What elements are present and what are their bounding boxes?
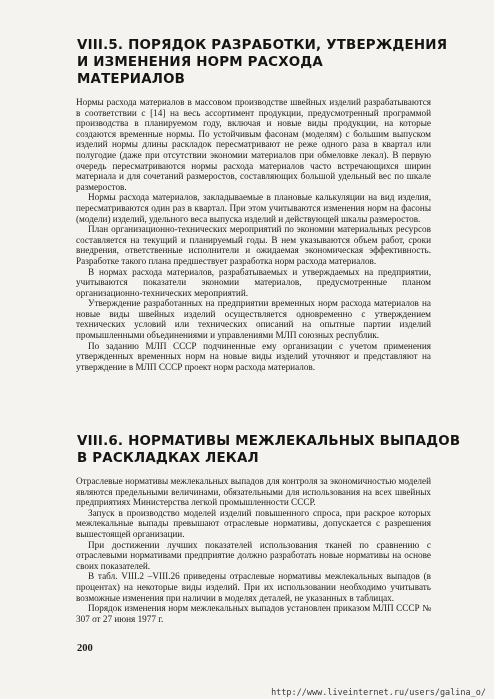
section-body-viii-6 — [76, 476, 431, 624]
paragraph: В нормах расхода материалов, разрабатываемых и утверждаемых на предприятии, учитываются показатели экономии материалов, предусмотренные планом организационно-технических мероприятий. — [76, 266, 431, 298]
paragraph: При достижении лучших показателей использования тканей по сравнению с отраслевыми нормативами предприятие должно разработать новые нормативы на основе своих показателей. — [76, 539, 431, 571]
paragraph: В табл. VIII.2 –VIII.26 приведены отраслевые нормативы межлекальных выпадов (в процентах) на некоторые виды изделий. При их использовании необходимо учитывать возможные изменения при наличии в моделях деталей, не указанных в таблицах. — [76, 571, 431, 603]
heading-line: VIII.5. ПОРЯДОК РАЗРАБОТКИ, УТВЕРЖДЕНИЯ — [77, 38, 448, 53]
paragraph: Утверждение разработанных на предприятии временных норм расхода материалов на новые виды швейных изделий осуществляется одновременно с утверждением технических условий или технических описаний на опытные партии изделий промышленными объединениями и управлениями МЛП союзных республик. — [76, 298, 431, 341]
paragraph: План организационно-технических мероприятий по экономии материальных ресурсов составляется на текущий и планируемый годы. В нем указываются объем работ, сроки внедрения, ответственные исполнители и ожидаемая экономическая эффективность. Разработке такого плана предшествует разработка норм расхода материалов. — [76, 224, 431, 266]
paragraph: Отраслевые нормативы межлекальных выпадов для контроля за экономичностью моделей являются предельными величинами, обязательными для использования на всех швейных предприятиях Министерства легкой промышленности СССР. — [76, 476, 431, 508]
heading-line: VIII.6. НОРМАТИВЫ МЕЖЛЕКАЛЬНЫХ ВЫПАДОВ — [77, 434, 461, 449]
paragraph: По заданию МЛП СССР подчиненные ему организации с учетом применения утвержденных временных норм на новые виды изделий уточняют и представляют на утверждение в МЛП СССР проект норм расхода материалов. — [76, 340, 431, 372]
paragraph: Нормы расхода материалов в массовом производстве швейных изделий разрабатываются в соответствии с [14] на весь ассортимент продукции, предусмотренный программой производства в планируемом году, включая и новые виды продукции, на которые создаются временные нормы. По устойчивым фасонам (моделям) с большим выпуском изделий нормы длины раскладок пересматривают не реже одного раза в квартал или полугодие (даже при отсутствии экономии материалов при обмеловке лекал). В первую очередь пересматриваются нормы расхода материалов часто встречающихся ширин материала и для сочетаний размеростов, составляющих большой удельный вес по шкале размеростов. — [76, 97, 431, 192]
section-body-viii-5 — [76, 97, 431, 372]
paragraph: Нормы расхода материалов, закладываемые в плановые калькуляции на вид изделия, пересматриваются один раз в квартал. При этом учитываются изменения норм на фасоны (модели) изделий, удельного веса выпуска изделий и действующей шкалы размеростов. — [76, 192, 431, 224]
section-heading-viii-5 — [77, 37, 447, 88]
section-heading-viii-6 — [77, 433, 460, 467]
paragraph: Запуск в производство моделей изделий повышенного спроса, при раскрое которых межлекальные выпады превышают отраслевые нормативы, допускается с разрешения вышестоящей организации. — [76, 507, 431, 539]
watermark-url: http://www.liveinternet.ru/users/galina_o/ — [271, 688, 486, 698]
heading-line: И ИЗМЕНЕНИЯ НОРМ РАСХОДА — [77, 55, 323, 70]
page-number: 200 — [77, 643, 93, 654]
heading-line: МАТЕРИАЛОВ — [77, 72, 186, 87]
paragraph: Порядок изменения норм межлекальных выпадов установлен приказом МЛП СССР № 307 от 27 июня 1977 г. — [76, 603, 431, 624]
heading-line: В РАСКЛАДКАХ ЛЕКАЛ — [77, 451, 259, 466]
